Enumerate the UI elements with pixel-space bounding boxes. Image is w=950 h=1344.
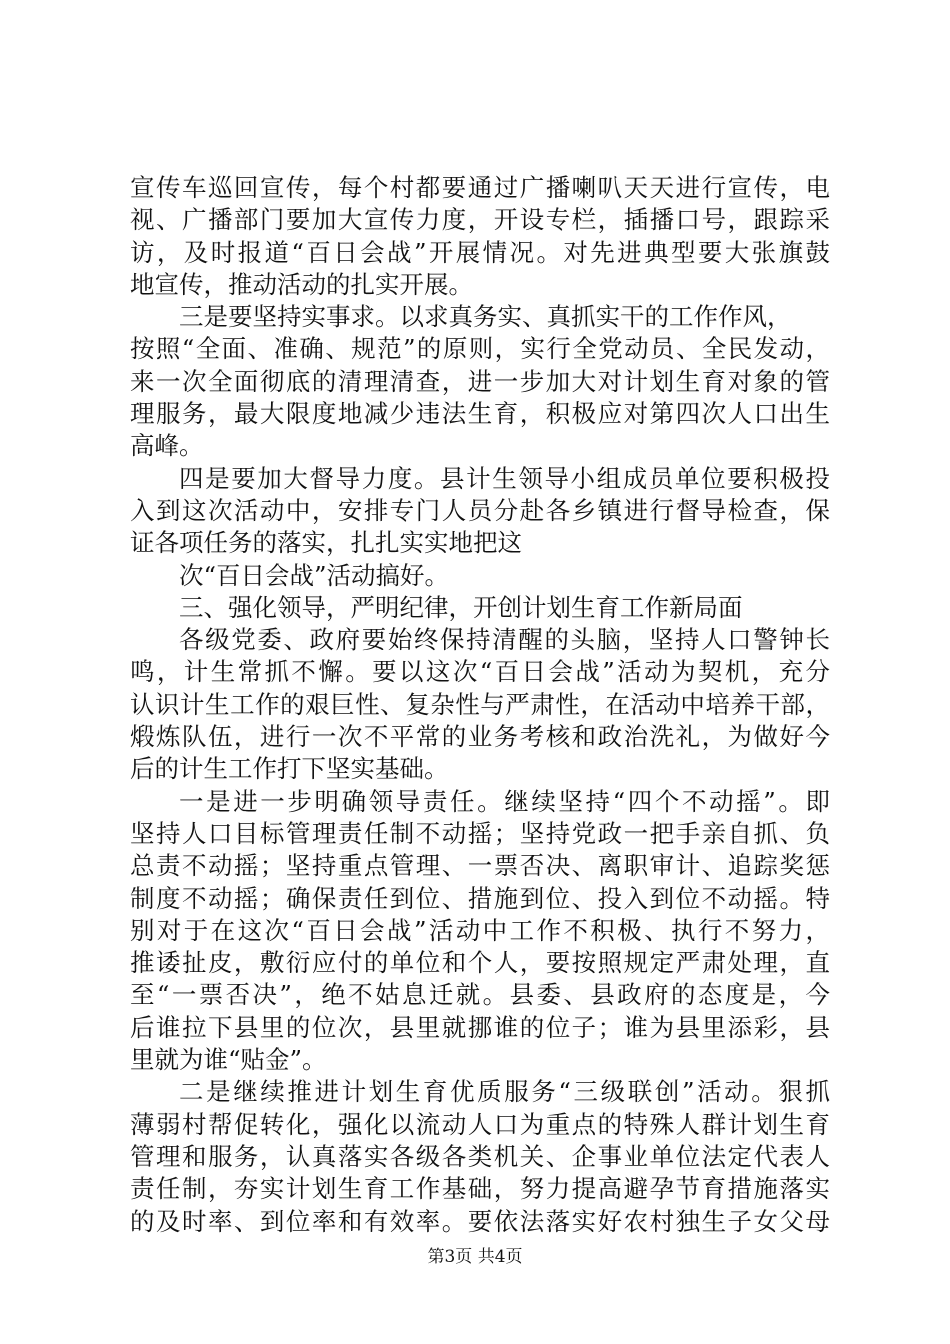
text-line: 认识计生工作的艰巨性、复杂性与严肃性，在活动中培养干部， — [130, 689, 830, 719]
paragraph — [130, 301, 830, 462]
text-line: 四是要加大督导力度。县计生领导小组成员单位要积极投 — [179, 463, 830, 493]
text-line: 责任制，夯实计划生育工作基础，努力提高避孕节育措施落实 — [130, 1174, 830, 1204]
text-line: 来一次全面彻底的清理清查，进一步加大对计划生育对象的管 — [130, 366, 830, 396]
paragraph — [130, 592, 830, 624]
text-line: 煅炼队伍，进行一次不平常的业务考核和政治洗礼，为做好今 — [130, 722, 830, 752]
text-line: 地宣传，推动活动的扎实开展。 — [130, 269, 473, 299]
text-line: 制度不动摇；确保责任到位、措施到位、投入到位不动摇。特 — [130, 883, 830, 913]
paragraph — [130, 1076, 830, 1237]
page-footer — [0, 1246, 950, 1268]
text-line: 视、广播部门要加大宣传力度，开设专栏，插播口号，跟踪采 — [130, 205, 830, 235]
text-line: 总责不动摇；坚持重点管理、一票否决、离职审计、追踪奖惩 — [130, 851, 830, 881]
text-line: 证各项任务的落实，扎扎实实地把这 — [130, 528, 522, 558]
text-line: 入到这次活动中，安排专门人员分赴各乡镇进行督导检查，保 — [130, 495, 830, 525]
text-line: 宣传车巡回宣传，每个村都要通过广播喇叭天天进行宣传，电 — [130, 173, 830, 202]
text-line: 推诿扯皮，敷衍应付的单位和个人，要按照规定严肃处理，直 — [130, 948, 830, 978]
document-body — [130, 172, 830, 1238]
text-line: 各级党委、政府要始终保持清醒的头脑，坚持人口警钟长 — [179, 625, 830, 655]
text-line: 访，及时报道“百日会战”开展情况。对先进典型要大张旗鼓 — [130, 237, 830, 267]
text-line: 里就为谁“贴金”。 — [130, 1045, 327, 1075]
text-line: 理服务，最大限度地减少违法生育，积极应对第四次人口出生 — [130, 399, 830, 429]
paragraph — [130, 624, 830, 785]
text-line: 薄弱村帮促转化，强化以流动人口为重点的特殊人群计划生育 — [130, 1109, 830, 1139]
text-line: 的及时率、到位率和有效率。要依法落实好农村独生子女父母 — [130, 1206, 830, 1236]
text-line: 后的计生工作打下坚实基础。 — [130, 754, 449, 784]
text-line: 别对于在这次“百日会战”活动中工作不积极、执行不努力， — [130, 915, 830, 945]
paragraph — [130, 463, 830, 560]
text-line: 次“百日会战”活动搞好。 — [179, 560, 450, 590]
text-line: 高峰。 — [130, 431, 204, 461]
text-line: 二是继续推进计划生育优质服务“三级联创”活动。狠抓 — [179, 1077, 830, 1107]
text-line: 按照“全面、准确、规范”的原则，实行全党动员、全民发动， — [130, 334, 830, 364]
text-line: 坚持人口目标管理责任制不动摇；坚持党政一把手亲自抓、负 — [130, 818, 830, 848]
text-line: 三是要坚持实事求。以求真务实、真抓实干的工作作风， — [179, 302, 792, 332]
text-line: 鸣，计生常抓不懈。要以这次“百日会战”活动为契机，充分 — [130, 657, 830, 687]
paragraph — [130, 560, 830, 592]
text-line: 三、强化领导，严明纪律，开创计划生育工作新局面 — [179, 592, 743, 622]
page-number: 第3页 共4页 — [427, 1247, 523, 1267]
text-line: 至“一票否决”，绝不姑息迁就。县委、县政府的态度是，今 — [130, 980, 830, 1010]
paragraph — [130, 786, 830, 1077]
paragraph — [130, 172, 830, 301]
text-line: 管理和服务，认真落实各级各类机关、企事业单位法定代表人 — [130, 1141, 830, 1171]
text-line: 一是进一步明确领导责任。继续坚持“四个不动摇”。即 — [179, 786, 830, 816]
text-line: 后谁拉下县里的位次，县里就挪谁的位子；谁为县里添彩，县 — [130, 1012, 830, 1042]
